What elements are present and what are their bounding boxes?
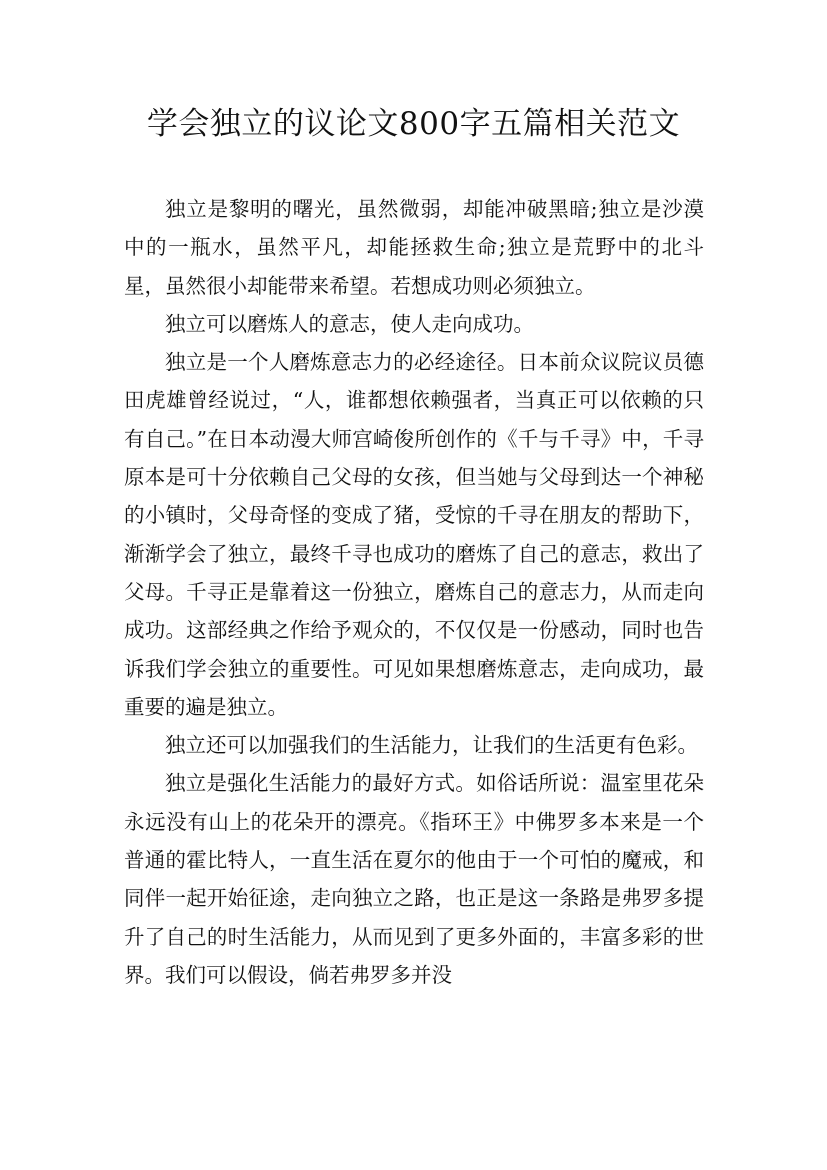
paragraph: 独立是黎明的曙光，虽然微弱，却能冲破黑暗;独立是沙漠中的一瓶水，虽然平凡，却能拯救生命;独立是荒野中的北斗星，虽然很小却能带来希望。若想成功则必须独立。 [124,197,704,298]
document-title: 学会独立的议论文800字五篇相关范文 [146,106,681,142]
paragraph: 独立是强化生活能力的最好方式。如俗话所说：温室里花朵永远没有山上的花朵开的漂亮。《指环王》中佛罗多本来是一个普通的霍比特人，一直生活在夏尔的他由于一个可怕的魔戒，和同伴一起开始征途，走向独立之路，也正是这一条路是弗罗多提升了自己的时生活能力，从而见到了更多外面的，丰富多彩的世界。我们可以假设，倘若弗罗多并没 [124,771,704,987]
paragraph: 独立是一个人磨炼意志力的必经途径。日本前众议院议员德田虎雄曾经说过，“人，谁都想依赖强者，当真正可以依赖的只有自己。”在日本动漫大师宫崎俊所创作的《千与千寻》中，千寻原本是可十分依赖自己父母的女孩，但当她与父母到达一个神秘的小镇时，父母奇怪的变成了猪，受惊的千寻在朋友的帮助下，渐渐学会了独立，最终千寻也成功的磨炼了自己的意志，救出了父母。千寻正是靠着这一份独立，磨炼自己的意志力，从而走向成功。这部经典之作给予观众的，不仅仅是一份感动，同时也告诉我们学会独立的重要性。可见如果想磨炼意志，走向成功，最重要的遍是独立。 [124,350,704,719]
paragraph: 独立还可以加强我们的生活能力，让我们的生活更有色彩。 [165,733,698,758]
paragraph: 独立可以磨炼人的意志，使人走向成功。 [165,311,534,336]
document-body [124,190,704,994]
